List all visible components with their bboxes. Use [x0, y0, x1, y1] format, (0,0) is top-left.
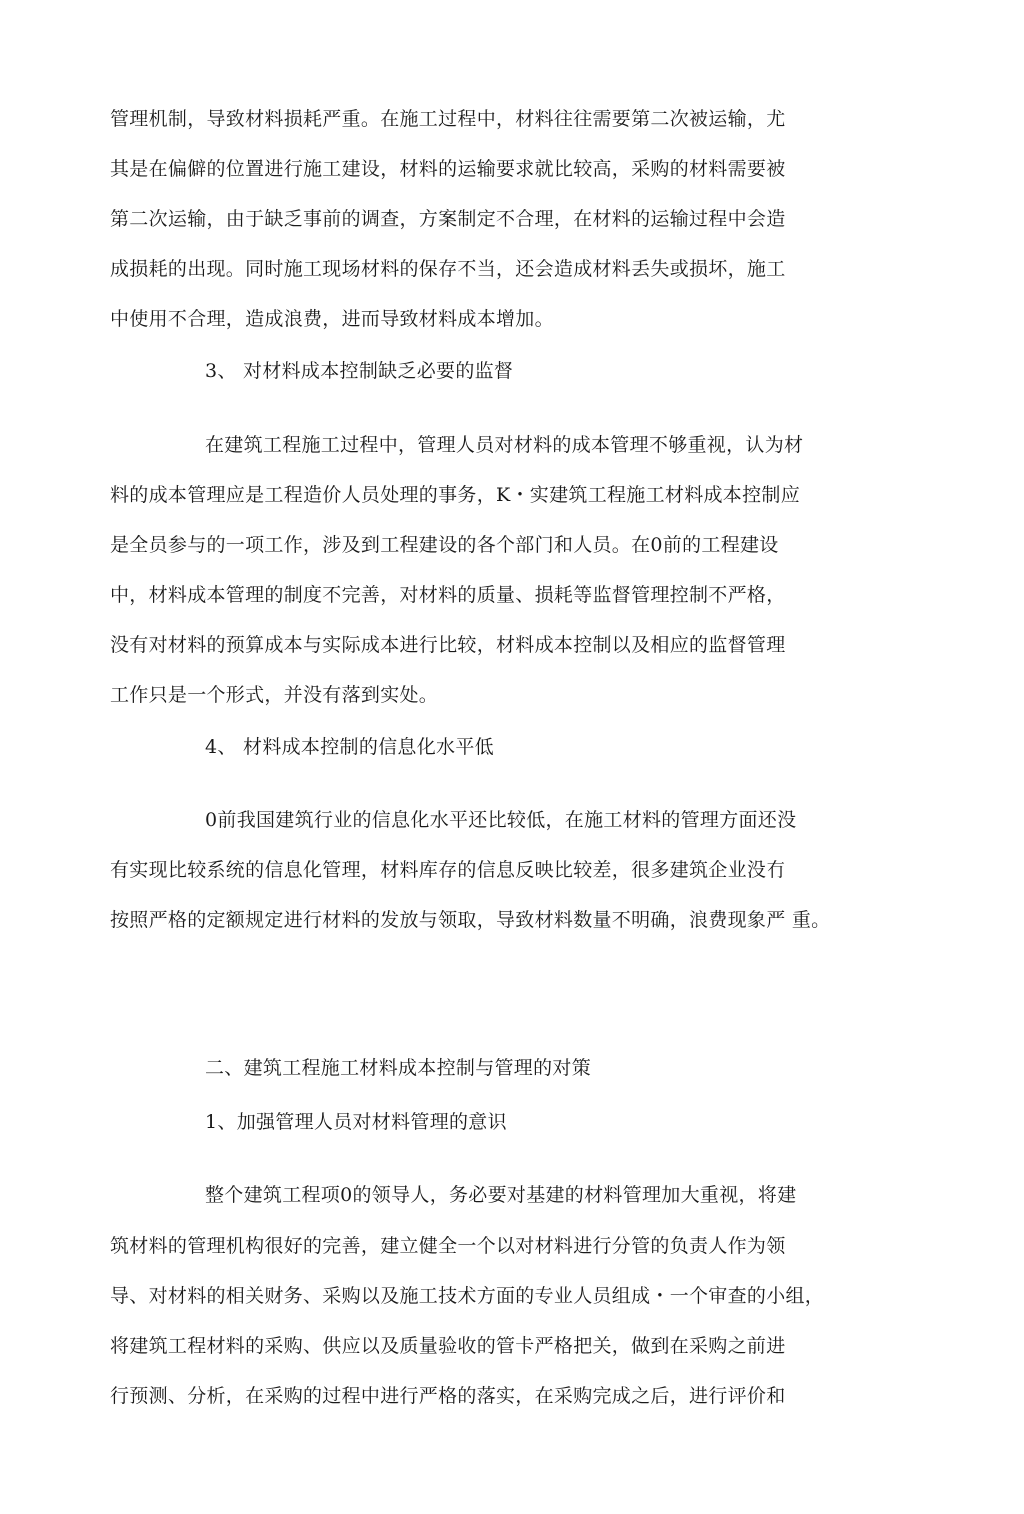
- body-line: 行预测、分析，在采购的过程中进行严格的落实，在采购完成之后，进行评价和: [110, 1385, 786, 1407]
- body-line: 工作只是一个形式，并没有落到实处。: [110, 684, 439, 706]
- body-line: 料的成本管理应是工程造价人员处理的事务，K・实建筑工程施工材料成本控制应: [110, 484, 800, 506]
- body-line: 中，材料成本管理的制度不完善，对材料的质量、损耗等监督管理控制不严格，: [110, 584, 786, 606]
- section-heading: 3、 对材料成本控制缺乏必要的监督: [205, 360, 514, 382]
- paragraph-first-line: 0前我国建筑行业的信息化水平还比较低，在施工材料的管理方面还没: [205, 809, 797, 831]
- body-line: 按照严格的定额规定进行材料的发放与领取，导致材料数量不明确，浪费现象严 重。: [110, 909, 831, 931]
- body-line: 中使用不合理，造成浪费，进而导致材料成本增加。: [110, 308, 554, 330]
- chapter-heading: 二、建筑工程施工材料成本控制与管理的对策: [205, 1057, 592, 1079]
- body-line: 成损耗的出现。同时施工现场材料的保存不当，还会造成材料丢失或损坏，施工: [110, 258, 786, 280]
- body-line: 导、对材料的相关财务、采购以及施工技术方面的专业人员组成・一个审查的小组，: [110, 1285, 825, 1307]
- body-line: 是全员参与的一项工作，涉及到工程建设的各个部门和人员。在0前的工程建设: [110, 534, 779, 556]
- body-line: 其是在偏僻的位置进行施工建设，材料的运输要求就比较高，采购的材料需要被: [110, 158, 786, 180]
- body-line: 没有对材料的预算成本与实际成本进行比较，材料成本控制以及相应的监督管理: [110, 634, 786, 656]
- paragraph-first-line: 整个建筑工程项0的领导人，务必要对基建的材料管理加大重视，将建: [205, 1184, 797, 1206]
- body-line: 将建筑工程材料的采购、供应以及质量验收的管卡严格把关，做到在采购之前进: [110, 1335, 786, 1357]
- section-heading: 1、加强管理人员对材料管理的意识: [205, 1111, 507, 1133]
- body-line: 管理机制，导致材料损耗严重。在施工过程中，材料往往需要第二次被运输，尤: [110, 108, 786, 130]
- paragraph-first-line: 在建筑工程施工过程中，管理人员对材料的成本管理不够重视，认为材: [205, 434, 804, 456]
- section-heading: 4、 材料成本控制的信息化水平低: [205, 736, 494, 758]
- body-line: 筑材料的管理机构很好的完善，建立健全一个以对材料进行分管的负责人作为领: [110, 1235, 786, 1257]
- body-line: 有实现比较系统的信息化管理，材料库存的信息反映比较差，很多建筑企业没冇: [110, 859, 786, 881]
- body-line: 第二次运输，由于缺乏事前的调查，方案制定不合理，在材料的运输过程中会造: [110, 208, 786, 230]
